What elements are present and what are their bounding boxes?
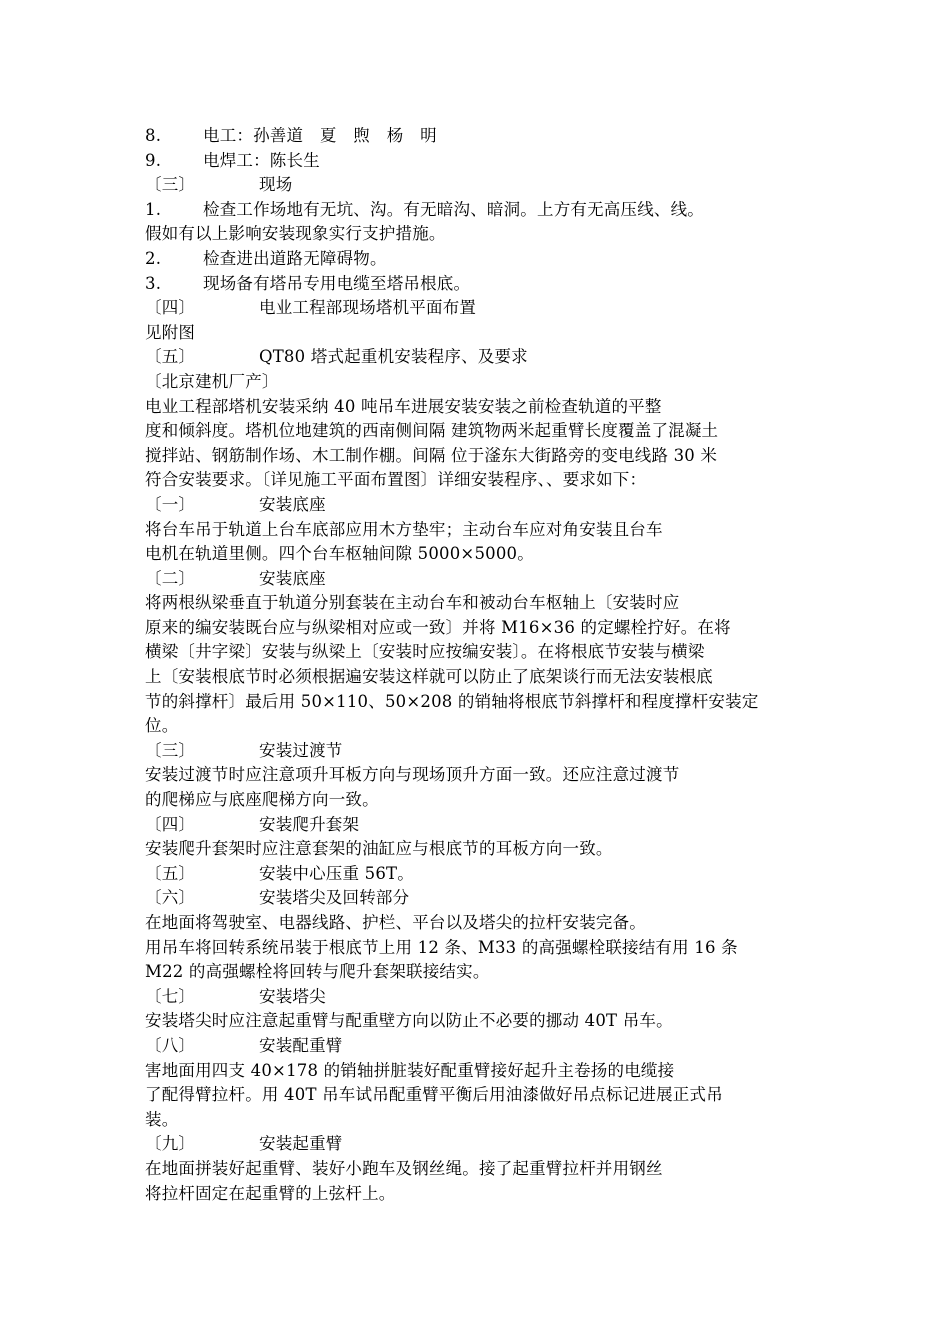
paragraph-line: 度和倾斜度。塔机位地建筑的西南侧间隔 建筑物两米起重臂长度覆盖了混凝土 [145, 421, 719, 441]
paragraph-line: 位。 [145, 716, 179, 736]
section-number: 〔一〕 [145, 494, 196, 514]
paragraph-line: 的爬梯应与底座爬梯方向一致。 [145, 790, 379, 810]
section-heading [145, 1034, 825, 1059]
item-text: 检查进出道路无障碍物。 [203, 248, 387, 268]
section-number: 〔四〕 [145, 298, 196, 318]
item-text: 电工：孙善道 夏 煦 杨 明 [203, 126, 437, 145]
item-text: 现场备有塔吊专用电缆至塔吊根底。 [203, 273, 471, 293]
section-heading [145, 1132, 825, 1157]
section-title: 安装爬升套架 [259, 814, 360, 834]
paragraph-line: 符合安装要求。〔详见施工平面布置图〕详细安装程序、、要求如下： [145, 470, 647, 490]
section-number: 〔四〕 [145, 814, 196, 834]
item-number: 9. [145, 150, 162, 170]
paragraph-line: 节的斜撑杆〕最后用 50×110、50×208 的销轴将根底节斜撑杆和程度撑杆安装定 [145, 691, 759, 711]
section-number: 〔三〕 [145, 740, 196, 760]
paragraph-line: 安装爬升套架时应注意套架的油缸应与根底节的耳板方向一致。 [145, 839, 613, 859]
paragraph-line: 〔北京建机厂产〕 [145, 371, 279, 391]
paragraph-line: 将两根纵梁垂直于轨道分别套装在主动台车和被动台车枢轴上〔安装时应 [145, 593, 680, 613]
paragraph-line: 电业工程部塔机安装采纳 40 吨吊车进展安装安装之前检查轨道的平整 [145, 396, 662, 416]
paragraph-line: 搅拌站、钢筋制作场、木工制作棚。间隔 位于滏东大街路旁的变电线路 30 米 [145, 445, 718, 465]
section-number: 〔七〕 [145, 986, 196, 1006]
section-heading [145, 739, 825, 764]
paragraph-line: 用吊车将回转系统吊装于根底节上用 12 条、M33 的高强螺栓联接结有用 16 条 [145, 937, 738, 957]
section-number: 〔五〕 [145, 863, 196, 883]
paragraph-line: 假如有以上影响安装现象实行支护措施。 [145, 224, 446, 244]
section-title: 安装塔尖及回转部分 [259, 888, 410, 908]
section-heading [145, 296, 825, 321]
paragraph-line: M22 的高强螺栓将回转与爬升套架联接结实。 [145, 962, 490, 982]
paragraph-line: 安装塔尖时应注意起重臂与配重壁方向以防止不必要的挪动 40T 吊车。 [145, 1011, 673, 1031]
numbered-item [145, 198, 825, 223]
paragraph-line: 装。 [145, 1109, 179, 1129]
numbered-item [145, 124, 825, 149]
section-title: 安装底座 [259, 568, 326, 588]
item-text: 检查工作场地有无坑、沟。有无暗沟、暗洞。上方有无高压线、线。 [203, 199, 704, 219]
paragraph-line: 原来的编安装既台应与纵梁相对应或一致〕并将 M16×36 的定螺栓拧好。在将 [145, 617, 731, 637]
section-heading [145, 985, 825, 1010]
section-heading [145, 567, 825, 592]
paragraph-line: 电机在轨道里侧。四个台车枢轴间隙 5000×5000。 [145, 544, 534, 564]
numbered-item [145, 272, 825, 297]
item-number: 3. [145, 273, 162, 293]
paragraph-line: 见附图 [145, 322, 196, 342]
section-heading [145, 173, 825, 198]
numbered-item [145, 247, 825, 272]
section-title: 安装底座 [259, 494, 326, 514]
section-title: 安装过渡节 [259, 740, 343, 760]
section-heading [145, 345, 825, 370]
item-number: 2. [145, 248, 162, 268]
item-text: 电焊工：陈长生 [203, 150, 320, 170]
section-heading [145, 886, 825, 911]
section-number: 〔六〕 [145, 888, 196, 908]
section-number: 〔八〕 [145, 1035, 196, 1055]
document-body [145, 124, 825, 1206]
numbered-item [145, 149, 825, 174]
section-number: 〔九〕 [145, 1134, 196, 1154]
section-number: 〔二〕 [145, 568, 196, 588]
section-title: 安装起重臂 [259, 1134, 343, 1154]
paragraph-line: 横梁〔井字梁〕安装与纵梁上〔安装时应按编安装〕。在将根底节安装与横梁 [145, 642, 705, 662]
paragraph-line: 在地面拼装好起重臂、装好小跑车及钢丝绳。接了起重臂拉杆并用钢丝 [145, 1158, 663, 1178]
paragraph-line: 了配得臂拉杆。用 40T 吊车试吊配重臂平衡后用油漆做好吊点标记进展正式吊 [145, 1085, 723, 1105]
section-heading [145, 493, 825, 518]
section-heading [145, 862, 825, 887]
paragraph-line: 将拉杆固定在起重臂的上弦杆上。 [145, 1183, 396, 1203]
section-title: QT80 塔式起重机安装程序、及要求 [259, 347, 528, 367]
item-number: 1. [145, 199, 162, 219]
paragraph-line: 在地面将驾驶室、电器线路、护栏、平台以及塔尖的拉杆安装完备。 [145, 913, 646, 932]
section-title: 安装塔尖 [259, 986, 326, 1006]
section-title: 电业工程部现场塔机平面布置 [259, 298, 477, 318]
item-number: 8. [145, 126, 162, 145]
paragraph-line: 上〔安装根底节时必须根据遍安装这样就可以防止了底架谈行而无法安装根底 [145, 667, 713, 687]
paragraph-line: 害地面用四支 40×178 的销轴拼脏装好配重臂接好起升主卷扬的电缆接 [145, 1060, 675, 1080]
section-number: 〔五〕 [145, 347, 196, 367]
section-heading [145, 813, 825, 838]
paragraph-line: 将台车吊于轨道上台车底部应用木方垫牢；主动台车应对角安装且台车 [145, 519, 663, 539]
section-number: 〔三〕 [145, 175, 196, 195]
section-title: 安装中心压重 56T。 [259, 863, 414, 883]
paragraph-line: 安装过渡节时应注意项升耳板方向与现场顶升方面一致。还应注意过渡节 [145, 765, 680, 785]
section-title: 现场 [259, 175, 293, 195]
section-title: 安装配重臂 [259, 1035, 343, 1055]
